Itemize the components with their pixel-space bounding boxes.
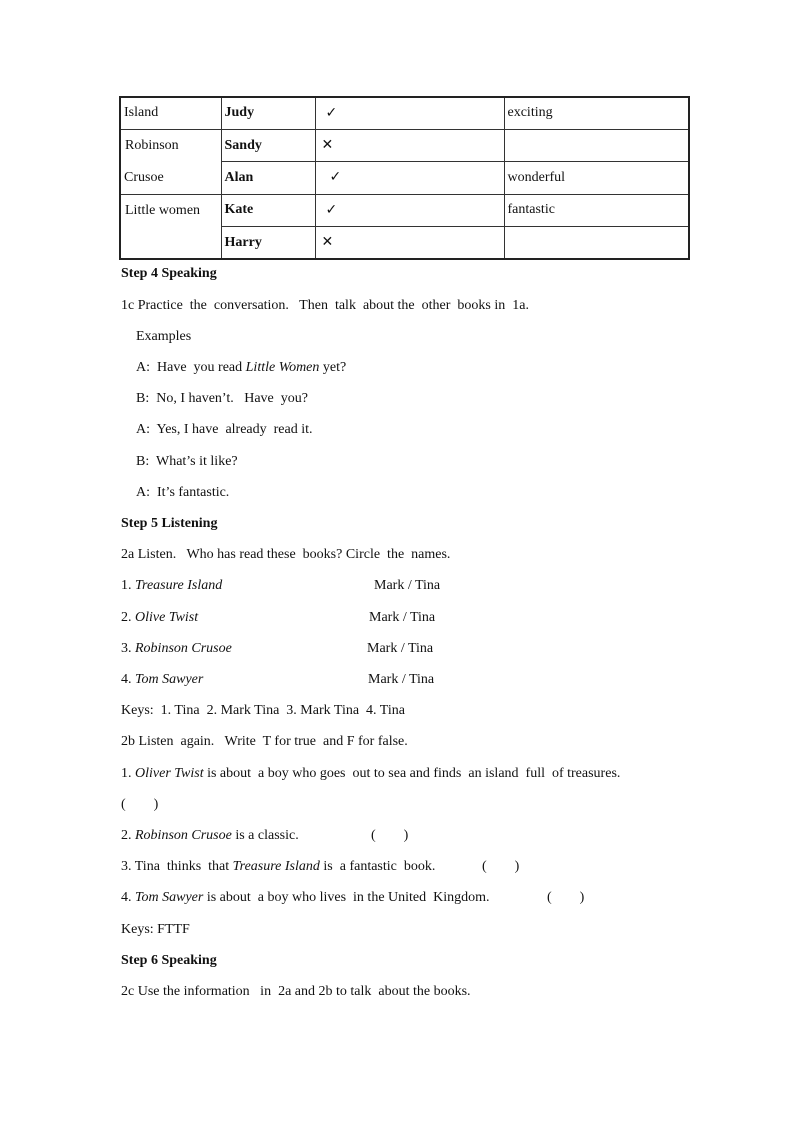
opinion-cell — [504, 129, 689, 161]
step4-heading: Step 4 Speaking — [121, 266, 217, 281]
instruction-2b: 2b Listen again. Write T for true and F for false. — [121, 734, 408, 749]
table-row — [120, 97, 689, 129]
answer-blank: ( ) — [482, 859, 520, 874]
statement: 3. Tina thinks that Treasure Island is a fantastic book. — [121, 859, 436, 874]
dialog-line: A: Yes, I have already read it. — [136, 422, 313, 437]
table-row — [120, 129, 689, 161]
answer-blank: ( ) — [371, 828, 409, 843]
dialog-line: B: What’s it like? — [136, 454, 238, 469]
keys-2a: Keys: 1. Tina 2. Mark Tina 3. Mark Tina 4. Tina — [121, 703, 405, 718]
dialog-line: A: It’s fantastic. — [136, 485, 230, 500]
book-cell: Little women — [120, 194, 221, 226]
cross-mark-icon: ✕ — [321, 234, 334, 250]
opinion-cell: exciting — [504, 97, 689, 129]
answer-blank: ( ) — [121, 797, 159, 812]
step6-instruction: 2c Use the information in 2a and 2b to talk about the books. — [121, 984, 471, 999]
check-mark-icon: ✓ — [325, 104, 338, 121]
instruction-2a: 2a Listen. Who has read these books? Circle the names. — [121, 547, 451, 562]
list-item: 2. Olive Twist — [121, 610, 199, 625]
book-cell: Island — [120, 97, 221, 129]
check-mark-icon: ✓ — [325, 201, 338, 218]
name-cell: Harry — [221, 227, 315, 259]
name-choice: Mark / Tina — [374, 578, 441, 593]
answer-blank: ( ) — [547, 890, 585, 905]
statement: 2. Robinson Crusoe is a classic. — [121, 828, 299, 843]
check-mark-icon: ✓ — [329, 169, 342, 186]
opinion-cell: wonderful — [504, 162, 689, 194]
table-row — [120, 194, 689, 226]
name-choice: Mark / Tina — [368, 672, 435, 687]
table-row — [120, 162, 689, 194]
table-row — [120, 227, 689, 259]
list-item: 1. Treasure Island — [121, 578, 223, 593]
keys-2b: Keys: FTTF — [121, 922, 190, 937]
name-cell: Alan — [221, 162, 315, 194]
examples-label: Examples — [136, 329, 192, 344]
book-cell — [120, 227, 221, 259]
cross-mark-icon: ✕ — [321, 137, 334, 154]
statement: 1. Oliver Twist is about a boy who goes out to sea and finds an island full of treasures. — [121, 766, 621, 781]
list-item: 3. Robinson Crusoe — [121, 641, 232, 656]
statement: 4. Tom Sawyer is about a boy who lives in the United Kingdom. — [121, 890, 490, 905]
name-cell: Judy — [221, 97, 315, 129]
step5-heading: Step 5 Listening — [121, 516, 218, 531]
list-item: 4. Tom Sawyer — [121, 672, 204, 687]
name-choice: Mark / Tina — [367, 641, 434, 656]
opinion-cell: fantastic — [504, 194, 689, 226]
name-choice: Mark / Tina — [369, 610, 436, 625]
name-cell: Sandy — [221, 129, 315, 161]
books-table — [119, 96, 690, 260]
name-cell: Kate — [221, 194, 315, 226]
dialog-line: A: Have you read Little Women yet? — [136, 360, 347, 375]
book-cell: Crusoe — [120, 162, 221, 194]
book-title: Little Women — [245, 360, 320, 375]
step6-heading: Step 6 Speaking — [121, 953, 217, 968]
dialog-line: B: No, I haven’t. Have you? — [136, 391, 308, 406]
opinion-cell — [504, 227, 689, 259]
step4-instruction: 1c Practice the conversation. Then talk about the other books in 1a. — [121, 298, 529, 313]
book-cell: Robinson — [120, 129, 221, 161]
